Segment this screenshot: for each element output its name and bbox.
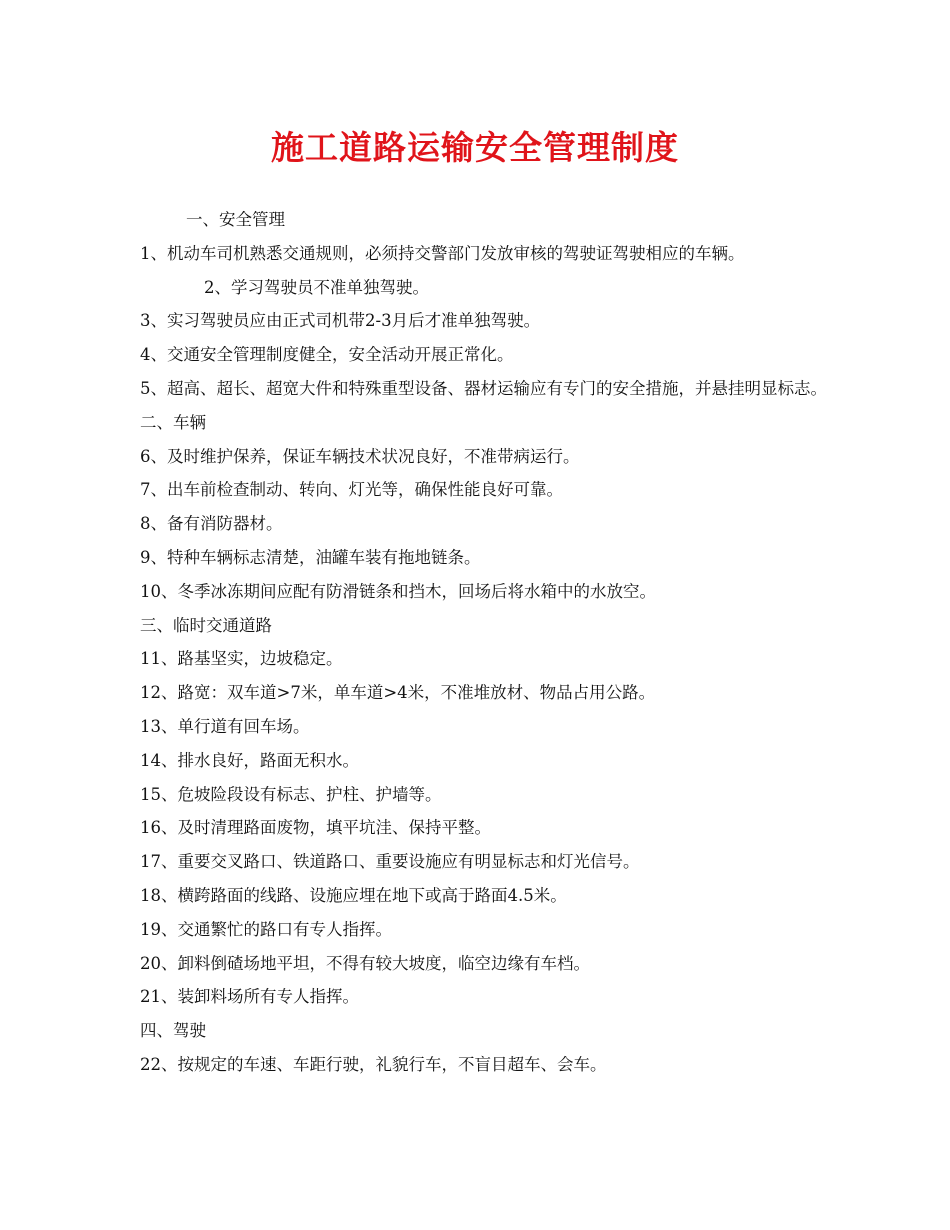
clause-21: 21、装卸料场所有专人指挥。	[140, 987, 359, 1007]
clause-5: 5、超高、超长、超宽大件和特殊重型设备、器材运输应有专门的安全措施，并悬挂明显标志。	[140, 378, 827, 398]
clause-14: 14、排水良好，路面无积水。	[140, 750, 359, 770]
clause-15: 15、危坡险段设有标志、护柱、护墙等。	[140, 784, 442, 804]
section-heading-safety-management: 一、安全管理	[186, 210, 285, 229]
document-title: 施工道路运输安全管理制度	[271, 128, 679, 167]
section-heading-vehicles: 二、车辆	[140, 412, 206, 432]
clause-19: 19、交通繁忙的路口有专人指挥。	[140, 919, 392, 939]
clause-11: 11、路基坚实，边坡稳定。	[140, 649, 343, 669]
clause-9: 9、特种车辆标志清楚，油罐车装有拖地链条。	[140, 547, 481, 567]
clause-7: 7、出车前检查制动、转向、灯光等，确保性能良好可靠。	[140, 480, 563, 500]
clause-16: 16、及时清理路面废物，填平坑洼、保持平整。	[140, 818, 491, 838]
clause-3: 3、实习驾驶员应由正式司机带2-3月后才准单独驾驶。	[140, 311, 541, 331]
clause-2: 2、学习驾驶员不准单独驾驶。	[204, 277, 429, 297]
clause-18: 18、横跨路面的线路、设施应埋在地下或高于路面4.5米。	[140, 885, 567, 905]
clause-20: 20、卸料倒碴场地平坦，不得有较大坡度，临空边缘有车档。	[140, 953, 590, 973]
clause-4: 4、交通安全管理制度健全，安全活动开展正常化。	[140, 345, 514, 365]
section-heading-temporary-roads: 三、临时交通道路	[140, 615, 272, 635]
clause-6: 6、及时维护保养，保证车辆技术状况良好，不准带病运行。	[140, 446, 580, 466]
clause-8: 8、备有消防器材。	[140, 514, 283, 534]
clause-17: 17、重要交叉路口、铁道路口、重要设施应有明显标志和灯光信号。	[140, 852, 640, 872]
clause-22: 22、按规定的车速、车距行驶，礼貌行车，不盲目超车、会车。	[140, 1054, 607, 1074]
clause-12: 12、路宽：双车道>7米，单车道>4米，不准堆放材、物品占用公路。	[140, 683, 656, 703]
clause-1: 1、机动车司机熟悉交通规则，必须持交警部门发放审核的驾驶证驾驶相应的车辆。	[140, 243, 745, 263]
clause-10: 10、冬季冰冻期间应配有防滑链条和挡木，回场后将水箱中的水放空。	[140, 581, 656, 601]
document-body	[140, 203, 830, 1082]
clause-13: 13、单行道有回车场。	[140, 716, 310, 736]
section-heading-driving: 四、驾驶	[140, 1021, 206, 1041]
